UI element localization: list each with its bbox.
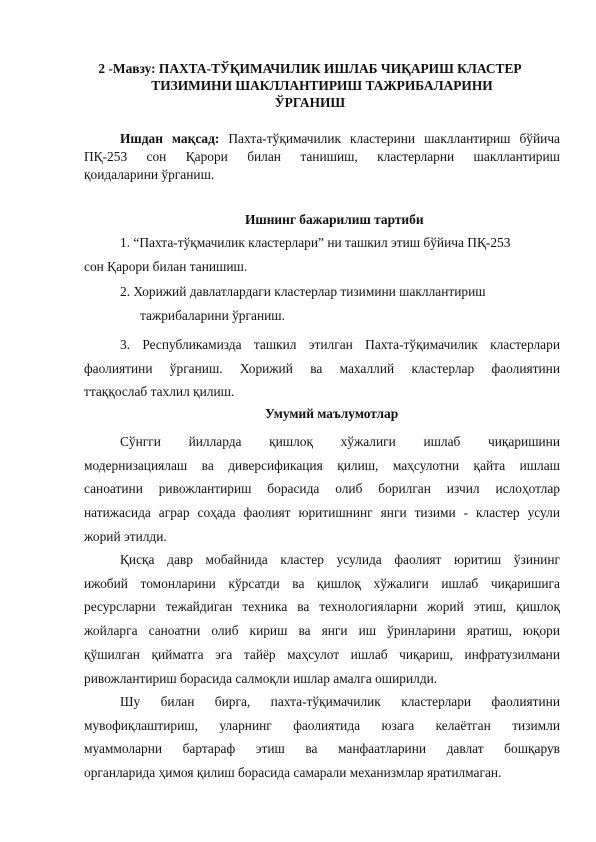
- p1-line-5: жорий этилди.: [84, 528, 167, 544]
- general-paragraph-2: [84, 548, 560, 690]
- procedure-item-2-line-1: 2. Хорижий давлатлардаги кластерлар тизимини шакллантириш: [120, 284, 486, 299]
- title-line-2: ТИЗИМИНИ ШАКЛЛАНТИРИШ ТАЖРИБАЛАРИНИ: [151, 78, 493, 93]
- p2-line-6: ривожлантириш борасида салмоқли ишлар амалга оширилди.: [84, 670, 438, 686]
- procedure-item-1-line-2: сон Қарори билан танишиш.: [84, 259, 248, 274]
- procedure-heading: Ишнинг бажарилиш тартиби: [245, 212, 424, 227]
- purpose-paragraph: [84, 130, 560, 184]
- p3-line-1: Шу билан бирга, пахта-тўқимачилик кластерлари фаолиятини: [120, 694, 560, 709]
- procedure-item-1-line-1: 1. “Пахта-тўқмачилик кластерлари” ни ташкил этиш бўйича ПҚ-253: [120, 235, 511, 250]
- purpose-label: Ишдан мақсад:: [120, 131, 220, 146]
- purpose-line-3: қоидаларини ўрганиш.: [84, 167, 215, 182]
- p2-line-1: Қисқа давр мобайнида кластер усулида фаолият юритиш ўзининг: [120, 552, 560, 567]
- p2-line-3: ресурсларни тежайдиган техника ва технологияларни жорий этиш, қишлоқ: [84, 599, 560, 615]
- p3-line-3: муаммоларни бартараф этиш ва манфаатларини давлат бошқарув: [84, 741, 560, 757]
- purpose-line-2: ПҚ-253 сон Қарори билан танишиш, кластерларни шакллантириш: [84, 149, 560, 164]
- title-line-1: 2 -Мавзу: ПАХТА-ТЎҚИМАЧИЛИК ИШЛАБ ЧИҚАРИШ КЛАСТЕР: [98, 61, 522, 76]
- p1-line-1: Сўнгги йилларда қишлоқ хўжалиги ишлаб чиқаришини: [120, 434, 560, 449]
- general-paragraph-1: [84, 430, 560, 549]
- purpose-line-1: [84, 130, 560, 148]
- purpose-text-1: Пахта-тўқимачилик кластерини шакллантириш бўйича: [228, 131, 560, 146]
- p1-line-4: натижасида аграр соҳада фаолият юритишнинг янги тизими - кластер усули: [84, 505, 560, 521]
- p3-line-4: органларида ҳимоя қилиш борасида самарали механизмлар яратилмаган.: [84, 765, 502, 781]
- title-line-3: ЎРГАНИШ: [274, 95, 346, 110]
- procedure-item-3: [84, 333, 560, 404]
- p2-line-5: қўшилган қийматга эга тайёр маҳсулот ишлаб чиқариш, инфратузилмани: [84, 646, 560, 662]
- procedure-item-3-line-1: 3. Республикамизда ташкил этилган Пахта-тўқимачилик кластерлари: [120, 337, 560, 352]
- p1-line-3: саноатини ривожлантириш борасида олиб борилган изчил ислоҳотлар: [84, 481, 560, 497]
- p2-line-2: ижобий томонларини кўрсатди ва қишлоқ хўжалиги ишлаб чиқаришига: [84, 575, 560, 591]
- p1-line-2: модернизациялаш ва диверсификация қилиш, маҳсулотни қайта ишлаш: [84, 457, 560, 473]
- general-paragraph-3: [84, 690, 560, 785]
- p3-line-2: мувофиқлаштириш, уларнинг фаолиятида юзага келаётган тизимли: [84, 717, 560, 733]
- page-title: [60, 60, 560, 111]
- p2-line-4: жойларга саноатни олиб кириш ва янги иш ўринларини яратиш, юқори: [84, 623, 560, 639]
- procedure-item-3-line-3: ттаққослаб тахлил қилиш.: [84, 384, 235, 399]
- procedure-item-3-line-2: фаолиятини ўрганиш. Хорижий ва махаллий кластерлар фаолиятини: [84, 360, 560, 376]
- procedure-item-2-line-2: тажрибаларини ўрганиш.: [140, 308, 285, 323]
- general-heading: Умумий маълумотлар: [265, 406, 399, 421]
